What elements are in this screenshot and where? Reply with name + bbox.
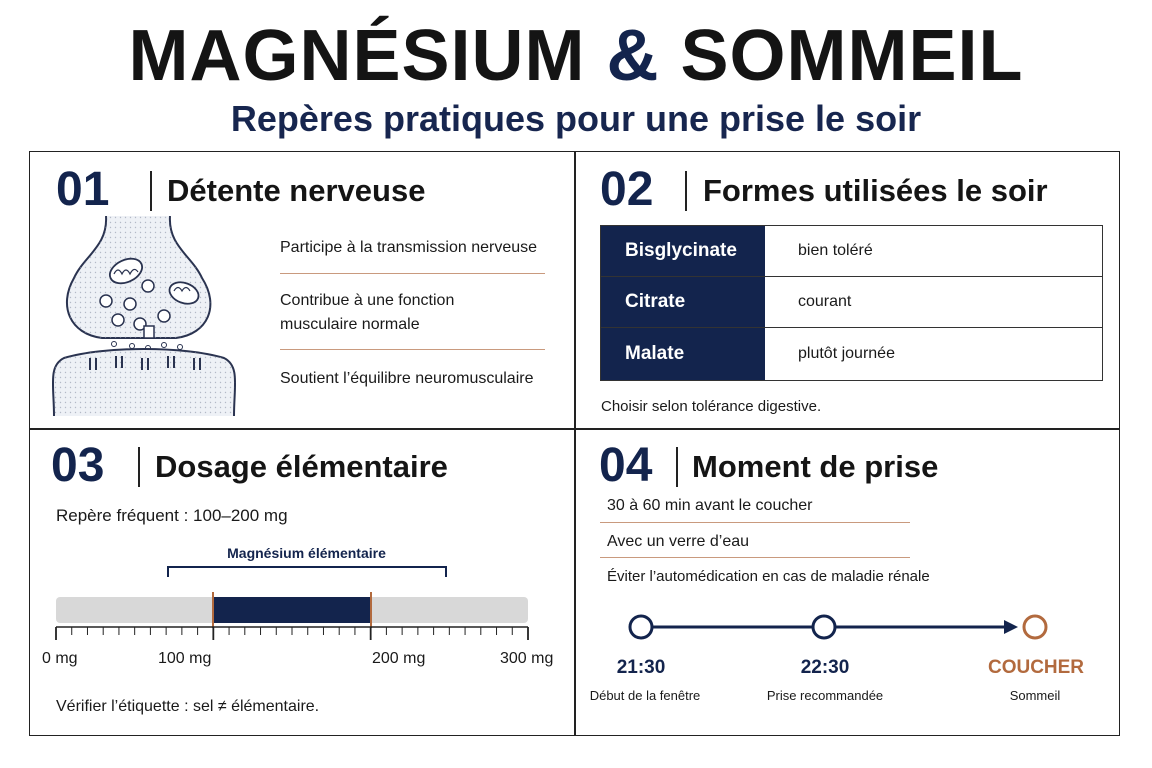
bar-bracket	[166, 564, 448, 578]
scale-min-label: 0 mg	[42, 650, 78, 667]
panel1-title: Détente nerveuse	[167, 173, 426, 208]
panel1-item-2: Contribue à une fonction musculaire normale	[280, 292, 455, 333]
timeline-time-2: 22:30	[800, 657, 850, 678]
form-note: bien toléré	[798, 242, 873, 259]
title-ampersand: &	[606, 16, 660, 96]
title-part1: MAGNÉSIUM	[128, 16, 586, 96]
panel1-number: 01	[56, 163, 110, 216]
page-title	[0, 14, 1152, 98]
panel2-separator	[685, 171, 687, 211]
bar-label: Magnésium élémentaire	[227, 545, 386, 561]
dosage-reference: Repère fréquent : 100–200 mg	[56, 506, 288, 525]
panel1-separator	[150, 171, 152, 211]
panel2-footnote: Choisir selon tolérance digestive.	[601, 398, 822, 415]
panel2-title: Formes utilisées le soir	[703, 173, 1048, 208]
form-note: plutôt journée	[798, 345, 895, 362]
range-end-marker	[370, 592, 372, 628]
table-row	[601, 328, 1102, 380]
timeline-label-3: Sommeil	[1009, 688, 1061, 703]
page-subtitle: Repères pratiques pour une prise le soir	[230, 98, 922, 139]
grid-horizontal-divider	[29, 428, 1120, 430]
panel3-number: 03	[51, 439, 105, 492]
panel1-item-1: Participe à la transmission nerveuse	[280, 239, 538, 256]
scale-ticks	[50, 624, 540, 644]
form-name: Bisglycinate	[601, 226, 765, 276]
synapse-illustration	[44, 216, 244, 416]
panel1-item-3: Soutient l’équilibre neuromusculaire	[280, 370, 534, 387]
range-start-marker	[212, 592, 214, 628]
panel4-item-1: 30 à 60 min avant le coucher	[607, 497, 813, 514]
panel4-separator	[676, 447, 678, 487]
timeline-node-start	[630, 616, 652, 638]
form-name: Malate	[601, 328, 765, 380]
title-part2: SOMMEIL	[680, 16, 1024, 96]
grid-vertical-divider	[574, 151, 576, 736]
range-start-label: 100 mg	[158, 650, 212, 667]
panel1-rule-1	[280, 273, 545, 274]
panel4-item-3: Éviter l’automédication en cas de maladie rénale	[607, 568, 930, 585]
dosage-range-fill	[213, 597, 370, 623]
timeline-node-sleep	[1024, 616, 1046, 638]
table-row	[601, 226, 1102, 277]
timeline-time-1: 21:30	[616, 657, 666, 678]
timeline-node-recommended	[813, 616, 835, 638]
panel1-rule-2	[280, 349, 545, 350]
forms-table	[600, 225, 1103, 381]
form-name: Citrate	[601, 277, 765, 327]
panel4-title: Moment de prise	[692, 449, 939, 484]
timeline	[620, 610, 1060, 646]
form-note: courant	[798, 293, 852, 310]
table-row	[601, 277, 1102, 328]
panel3-footnote: Vérifier l’étiquette : sel ≠ élémentaire.	[56, 698, 320, 715]
panel3-title: Dosage élémentaire	[155, 449, 448, 484]
scale-max-label: 300 mg	[500, 650, 554, 667]
panel4-number: 04	[599, 439, 653, 492]
range-end-label: 200 mg	[372, 650, 426, 667]
panel3-separator	[138, 447, 140, 487]
panel2-number: 02	[600, 163, 654, 216]
panel4-rule-1	[600, 522, 910, 523]
timeline-time-3: COUCHER	[987, 657, 1085, 678]
timeline-label-1: Début de la fenêtre	[589, 688, 701, 703]
timeline-label-2: Prise recommandée	[766, 688, 884, 703]
panel4-item-2: Avec un verre d’eau	[607, 533, 750, 550]
panel4-rule-2	[600, 557, 910, 558]
